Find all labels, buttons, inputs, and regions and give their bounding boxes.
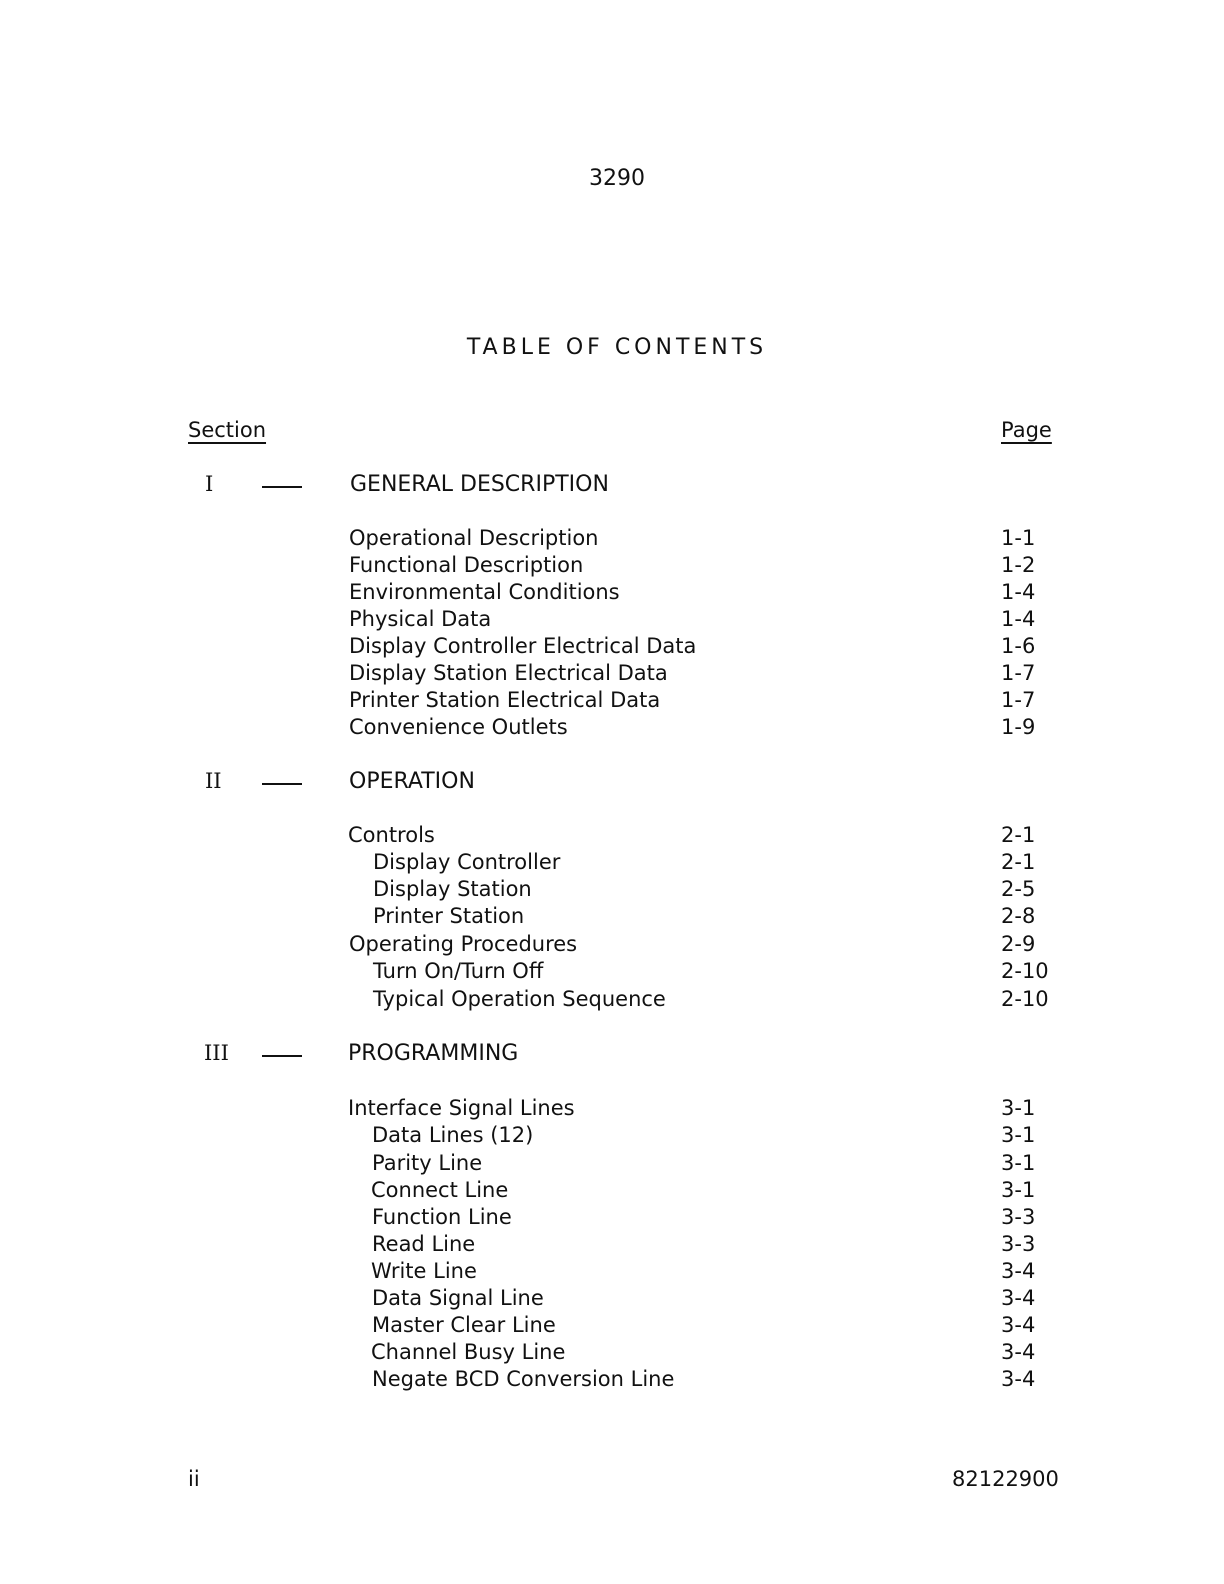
toc-page: 1-4 bbox=[1001, 580, 1036, 604]
toc-subentry: Turn On/Turn Off bbox=[373, 959, 544, 983]
document-number: 82122900 bbox=[952, 1467, 1059, 1491]
toc-page: 2-1 bbox=[1001, 850, 1036, 874]
toc-page: 2-9 bbox=[1001, 932, 1036, 956]
toc-subentry: Function Line bbox=[372, 1205, 512, 1229]
toc-page: 3-4 bbox=[1001, 1259, 1036, 1283]
section-title-2: OPERATION bbox=[349, 769, 475, 794]
toc-page: 3-1 bbox=[1001, 1178, 1036, 1202]
toc-subentry: Typical Operation Sequence bbox=[373, 987, 666, 1011]
section-dash bbox=[262, 1055, 302, 1057]
toc-page: 3-4 bbox=[1001, 1286, 1036, 1310]
toc-page: 1-4 bbox=[1001, 607, 1036, 631]
section-title-1: GENERAL DESCRIPTION bbox=[350, 472, 609, 497]
section-numeral-1: I bbox=[205, 472, 214, 496]
toc-entry: Physical Data bbox=[349, 607, 492, 631]
toc-entry: Operational Description bbox=[349, 526, 599, 550]
toc-page: 3-4 bbox=[1001, 1367, 1036, 1391]
section-dash bbox=[262, 486, 302, 488]
toc-page: 2-1 bbox=[1001, 823, 1036, 847]
toc-page: 1-7 bbox=[1001, 661, 1036, 685]
page-title: TABLE OF CONTENTS bbox=[466, 335, 768, 360]
section-numeral-2: II bbox=[205, 769, 222, 793]
toc-page: 2-10 bbox=[1001, 959, 1049, 983]
toc-entry: Display Controller Electrical Data bbox=[349, 634, 697, 658]
section-column-header: Section bbox=[188, 418, 267, 442]
toc-entry: Printer Station Electrical Data bbox=[349, 688, 661, 712]
toc-entry: Convenience Outlets bbox=[349, 715, 568, 739]
toc-entry: Operating Procedures bbox=[349, 932, 578, 956]
toc-page: 1-2 bbox=[1001, 553, 1036, 577]
toc-page: 2-8 bbox=[1001, 904, 1036, 928]
toc-subentry: Display Station bbox=[373, 877, 532, 901]
toc-page: 1-7 bbox=[1001, 688, 1036, 712]
toc-subentry: Parity Line bbox=[372, 1151, 483, 1175]
toc-page: 1-1 bbox=[1001, 526, 1036, 550]
toc-subentry: Data Lines (12) bbox=[372, 1123, 534, 1147]
toc-subentry: Read Line bbox=[372, 1232, 476, 1256]
model-number: 3290 bbox=[589, 166, 645, 191]
toc-subentry: Connect Line bbox=[371, 1178, 509, 1202]
toc-subentry: Write Line bbox=[371, 1259, 477, 1283]
toc-page: 3-3 bbox=[1001, 1232, 1036, 1256]
toc-page: 2-10 bbox=[1001, 987, 1049, 1011]
toc-page: 3-3 bbox=[1001, 1205, 1036, 1229]
toc-entry: Interface Signal Lines bbox=[348, 1096, 575, 1120]
toc-page: 1-9 bbox=[1001, 715, 1036, 739]
toc-page: 1-6 bbox=[1001, 634, 1036, 658]
page-column-header: Page bbox=[1001, 418, 1052, 442]
toc-page: 3-1 bbox=[1001, 1123, 1036, 1147]
toc-subentry: Display Controller bbox=[373, 850, 561, 874]
toc-entry: Functional Description bbox=[349, 553, 584, 577]
toc-page: 3-4 bbox=[1001, 1313, 1036, 1337]
toc-subentry: Data Signal Line bbox=[372, 1286, 544, 1310]
toc-subentry: Master Clear Line bbox=[372, 1313, 556, 1337]
section-title-3: PROGRAMMING bbox=[348, 1041, 519, 1066]
toc-subentry: Printer Station bbox=[373, 904, 525, 928]
toc-subentry: Negate BCD Conversion Line bbox=[372, 1367, 675, 1391]
toc-page: 2-5 bbox=[1001, 877, 1036, 901]
toc-page: 3-1 bbox=[1001, 1096, 1036, 1120]
toc-subentry: Channel Busy Line bbox=[371, 1340, 566, 1364]
toc-page: 3-4 bbox=[1001, 1340, 1036, 1364]
section-numeral-3: III bbox=[204, 1041, 229, 1065]
toc-entry: Controls bbox=[348, 823, 435, 847]
section-dash bbox=[262, 783, 302, 785]
folio-page-number: ii bbox=[188, 1467, 200, 1491]
toc-page: 3-1 bbox=[1001, 1151, 1036, 1175]
toc-entry: Display Station Electrical Data bbox=[349, 661, 668, 685]
toc-entry: Environmental Conditions bbox=[349, 580, 620, 604]
